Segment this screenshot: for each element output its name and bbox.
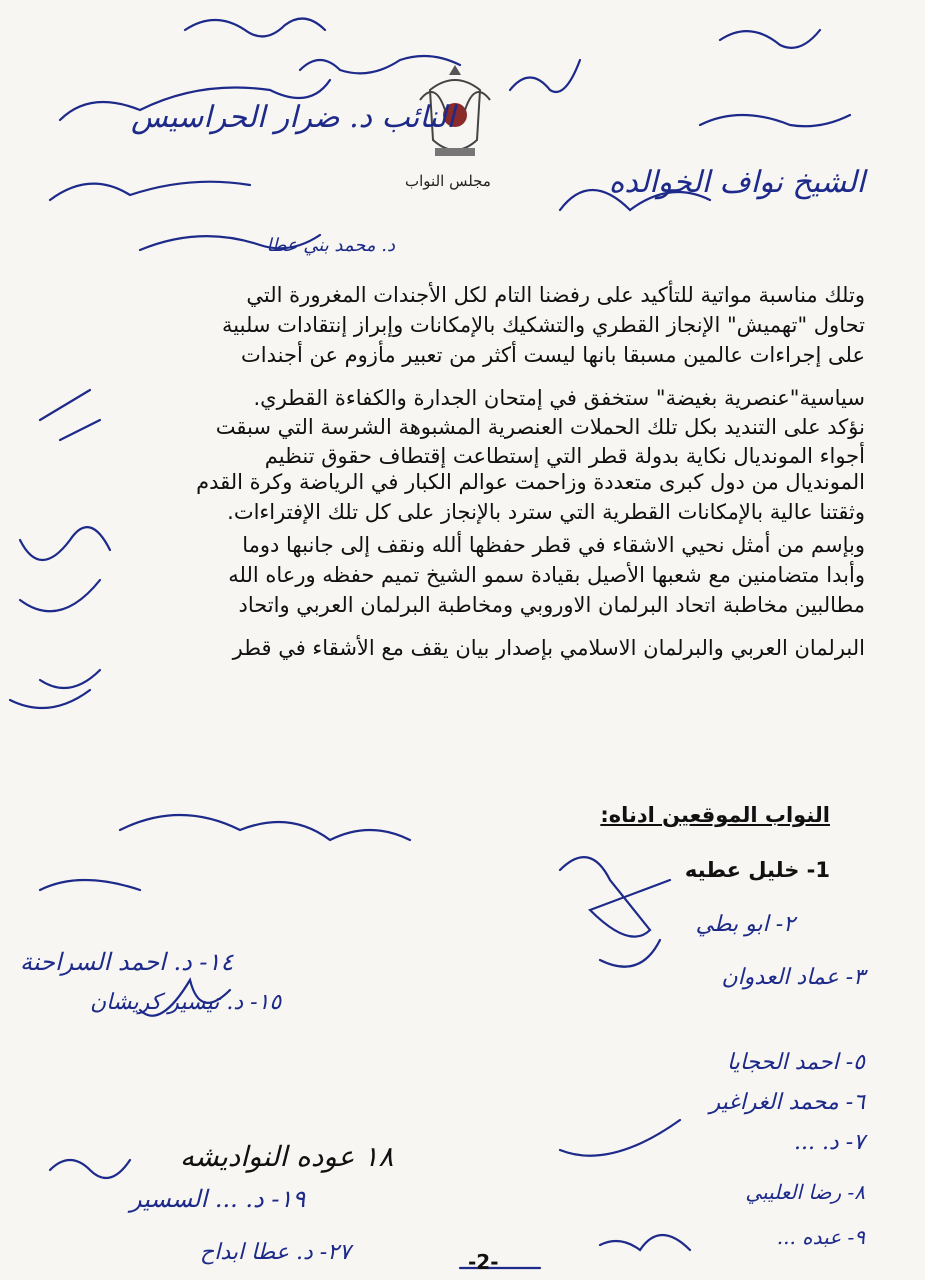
handwritten-signature: ٥- احمد الحجايا <box>727 1050 865 1075</box>
handwritten-signature: ٦- محمد الغراغير <box>709 1090 865 1115</box>
body-line: وثقتنا عالية بالإمكانات القطرية التي سترد بالإنجاز على كل تلك الإفتراءات. <box>227 500 865 524</box>
signatories-title: النواب الموقعين ادناه: <box>600 803 830 827</box>
handwritten-signature: ١٩- د. ... السسير <box>130 1185 306 1213</box>
handwritten-signature: ٧- د. ... <box>793 1130 865 1155</box>
handwritten-signature: د. محمد بني عطا <box>266 235 395 256</box>
body-line: المونديال من دول كبرى متعددة وزاحمت عوالم الكبار في الرياضة وكرة القدم <box>196 470 865 494</box>
handwritten-signature: ٨- رضا العليبي <box>745 1180 865 1204</box>
page-number: -2- <box>468 1250 499 1274</box>
first-signatory: 1- خليل عطيه <box>684 858 830 882</box>
body-line: أجواء المونديال نكاية بدولة قطر التي إستطاعت إقتطاف حقوق تنظيم <box>264 444 865 468</box>
handwritten-signature: الشيخ نواف الخوالده <box>608 165 865 200</box>
handwritten-signature: ٢٧- د. عطا ابداح <box>200 1240 351 1265</box>
organization-name: مجلس النواب <box>405 172 491 190</box>
handwritten-signature: ١٨ عوده النواديشه <box>180 1140 394 1173</box>
body-line: سياسية"عنصرية بغيضة" ستخفق في إمتحان الجدارة والكفاءة القطري. <box>253 386 865 410</box>
body-line: البرلمان العربي والبرلمان الاسلامي بإصدار بيان يقف مع الأشقاء في قطر <box>232 636 865 660</box>
body-line: وأبدا متضامنين مع شعبها الأصيل بقيادة سمو الشيخ تميم حفظه ورعاه الله <box>228 563 865 587</box>
body-line: على إجراءات عالمين مسبقا بانها ليست أكثر من تعبير مأزوم عن أجندات <box>241 343 865 367</box>
handwritten-signature: ٣- عماد العدوان <box>721 965 865 990</box>
body-line: مطالبين مخاطبة اتحاد البرلمان الاوروبي ومخاطبة البرلمان العربي واتحاد <box>238 593 865 617</box>
body-line: تحاول "تهميش" الإنجاز القطري والتشكيك بالإمكانات وإبراز إنتقادات سلبية <box>222 313 865 337</box>
body-line: وبإسم من أمثل نحيي الاشقاء في قطر حفظها ألله ونقف إلى جانبها دوما <box>242 533 865 557</box>
body-line: نؤكد على التنديد بكل تلك الحملات العنصرية المشبوهة الشرسة التي سبقت <box>215 415 865 439</box>
handwritten-signature: ١٥- د. تيسير كريشان <box>90 990 282 1015</box>
handwritten-signature: ٩- عبده ... <box>776 1225 865 1249</box>
handwritten-signature: ١٤- د. احمد السراحنة <box>20 948 234 976</box>
handwritten-signature: النائب د. ضرار الحراسيس <box>131 100 455 135</box>
handwritten-signature: ٢- ابو بطي <box>695 912 795 937</box>
body-line: وتلك مناسبة مواتية للتأكيد على رفضنا التام لكل الأجندات المغرورة التي <box>246 283 865 307</box>
